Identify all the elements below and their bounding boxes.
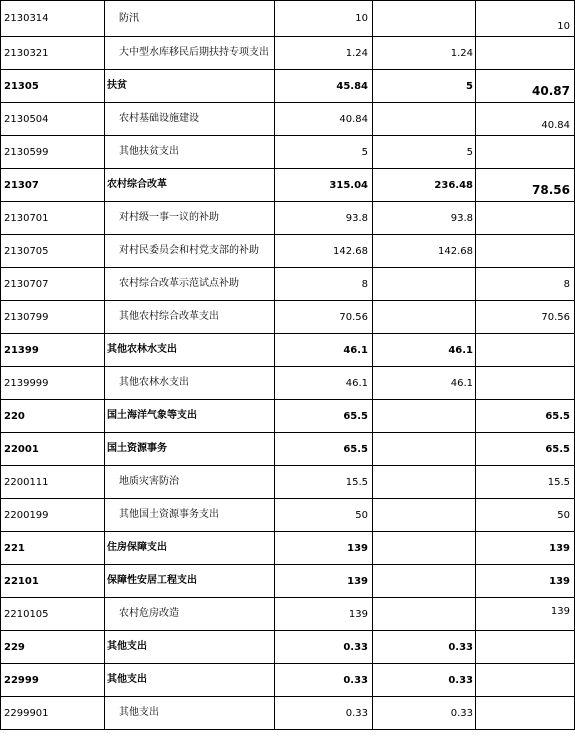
total-amount-cell: 142.68 [275,235,373,268]
table-row [1,334,575,367]
table-row [1,169,575,202]
account-name-cell: 农村基础设施建设 [105,103,275,136]
table-row [1,466,575,499]
account-code-cell: 2130701 [1,202,105,235]
total-amount-cell: 93.8 [275,202,373,235]
account-name-cell: 农村综合改革示范试点补助 [105,268,275,301]
table-row [1,532,575,565]
account-name-cell: 对村级一事一议的补助 [105,202,275,235]
account-name-cell: 住房保障支出 [105,532,275,565]
account-code-cell: 2130504 [1,103,105,136]
amount-a-cell: 5 [373,136,476,169]
total-amount-cell: 1.24 [275,37,373,70]
account-code-cell: 2139999 [1,367,105,400]
total-amount-cell: 15.5 [275,466,373,499]
table-row [1,400,575,433]
amount-a-cell [373,1,476,37]
account-name-cell: 地质灾害防治 [105,466,275,499]
account-name-cell: 其他扶贫支出 [105,136,275,169]
account-name-cell: 农村综合改革 [105,169,275,202]
total-amount-cell: 5 [275,136,373,169]
amount-b-cell: 65.5 [476,400,575,433]
account-name-cell: 其他农林水支出 [105,367,275,400]
total-amount-cell: 10 [275,1,373,37]
account-code-cell: 22999 [1,664,105,697]
account-name-cell: 其他国土资源事务支出 [105,499,275,532]
table-row [1,37,575,70]
total-amount-cell: 139 [275,565,373,598]
account-code-cell: 22001 [1,433,105,466]
budget-table-body [1,1,575,730]
account-code-cell: 22101 [1,565,105,598]
amount-a-cell [373,466,476,499]
amount-a-cell: 0.33 [373,664,476,697]
total-amount-cell: 46.1 [275,367,373,400]
amount-b-cell: 139 [476,598,575,631]
amount-a-cell [373,301,476,334]
account-name-cell: 其他农村综合改革支出 [105,301,275,334]
total-amount-cell: 8 [275,268,373,301]
account-code-cell: 2200111 [1,466,105,499]
account-code-cell: 21399 [1,334,105,367]
amount-b-cell [476,334,575,367]
amount-a-cell: 93.8 [373,202,476,235]
account-name-cell: 国土海洋气象等支出 [105,400,275,433]
amount-a-cell [373,400,476,433]
account-name-cell: 其他支出 [105,664,275,697]
account-code-cell: 2130321 [1,37,105,70]
amount-b-cell [476,664,575,697]
amount-a-cell [373,103,476,136]
amount-b-cell [476,631,575,664]
amount-b-cell: 40.87 [476,70,575,103]
amount-b-cell [476,367,575,400]
table-row [1,631,575,664]
total-amount-cell: 0.33 [275,664,373,697]
total-amount-cell: 65.5 [275,433,373,466]
total-amount-cell: 70.56 [275,301,373,334]
account-code-cell: 2130799 [1,301,105,334]
amount-b-cell: 10 [476,1,575,37]
account-code-cell: 2210105 [1,598,105,631]
table-row [1,136,575,169]
table-row [1,235,575,268]
table-row [1,697,575,730]
account-code-cell: 21307 [1,169,105,202]
amount-b-cell: 8 [476,268,575,301]
total-amount-cell: 50 [275,499,373,532]
amount-b-cell [476,202,575,235]
table-row [1,367,575,400]
table-row [1,433,575,466]
table-row [1,1,575,37]
amount-b-cell: 70.56 [476,301,575,334]
amount-a-cell: 46.1 [373,367,476,400]
account-name-cell: 对村民委员会和村党支部的补助 [105,235,275,268]
total-amount-cell: 139 [275,532,373,565]
account-name-cell: 保障性安居工程支出 [105,565,275,598]
account-code-cell: 220 [1,400,105,433]
amount-b-cell: 40.84 [476,103,575,136]
amount-b-cell [476,235,575,268]
account-code-cell: 2130314 [1,1,105,37]
amount-a-cell: 142.68 [373,235,476,268]
total-amount-cell: 46.1 [275,334,373,367]
total-amount-cell: 45.84 [275,70,373,103]
total-amount-cell: 315.04 [275,169,373,202]
total-amount-cell: 0.33 [275,631,373,664]
amount-a-cell: 0.33 [373,697,476,730]
account-name-cell: 农村危房改造 [105,598,275,631]
amount-a-cell: 46.1 [373,334,476,367]
account-name-cell: 大中型水库移民后期扶持专项支出 [105,37,275,70]
table-row [1,202,575,235]
account-name-cell: 其他农林水支出 [105,334,275,367]
total-amount-cell: 0.33 [275,697,373,730]
account-code-cell: 21305 [1,70,105,103]
amount-b-cell: 15.5 [476,466,575,499]
account-code-cell: 2130599 [1,136,105,169]
table-row [1,664,575,697]
amount-b-cell [476,136,575,169]
table-row [1,103,575,136]
amount-a-cell: 1.24 [373,37,476,70]
account-name-cell: 其他支出 [105,697,275,730]
amount-a-cell [373,433,476,466]
table-row [1,565,575,598]
table-row [1,268,575,301]
amount-a-cell: 0.33 [373,631,476,664]
amount-a-cell [373,598,476,631]
table-row [1,598,575,631]
amount-b-cell: 65.5 [476,433,575,466]
table-row [1,70,575,103]
account-name-cell: 扶贫 [105,70,275,103]
account-code-cell: 229 [1,631,105,664]
account-code-cell: 221 [1,532,105,565]
account-name-cell: 防汛 [105,1,275,37]
amount-b-cell [476,697,575,730]
account-name-cell: 国土资源事务 [105,433,275,466]
amount-a-cell [373,565,476,598]
account-code-cell: 2130707 [1,268,105,301]
total-amount-cell: 65.5 [275,400,373,433]
total-amount-cell: 139 [275,598,373,631]
amount-a-cell [373,268,476,301]
amount-b-cell: 139 [476,565,575,598]
amount-b-cell: 139 [476,532,575,565]
account-code-cell: 2130705 [1,235,105,268]
total-amount-cell: 40.84 [275,103,373,136]
amount-a-cell: 5 [373,70,476,103]
amount-b-cell: 78.56 [476,169,575,202]
amount-b-cell: 50 [476,499,575,532]
account-name-cell: 其他支出 [105,631,275,664]
table-row [1,499,575,532]
amount-a-cell [373,532,476,565]
account-code-cell: 2299901 [1,697,105,730]
table-row [1,301,575,334]
amount-a-cell: 236.48 [373,169,476,202]
amount-a-cell [373,499,476,532]
account-code-cell: 2200199 [1,499,105,532]
amount-b-cell [476,37,575,70]
